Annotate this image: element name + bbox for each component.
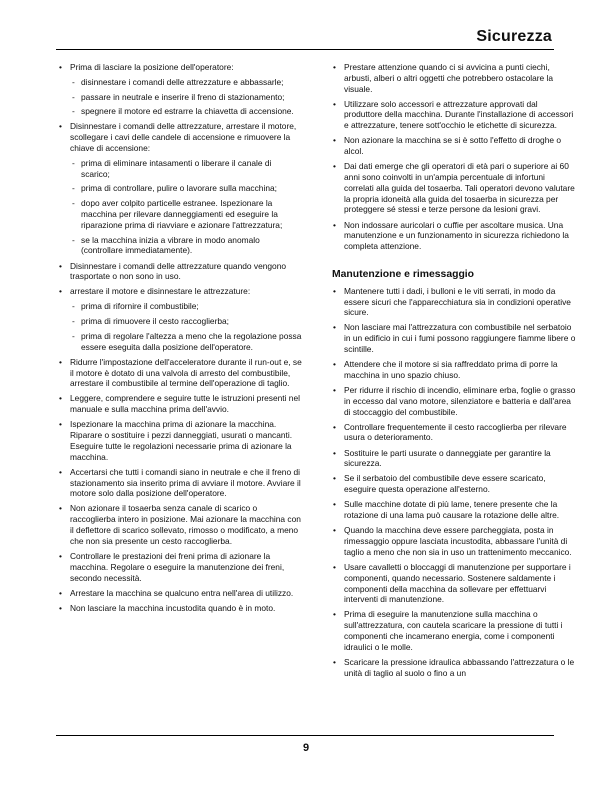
sub-list-item: - disinnestare i comandi delle attrezzature e abbassarle; xyxy=(70,77,302,88)
list-item-text: Non azionare il tosaerba senza canale di scarico o raccoglierba intero in posizione. Mai azionare la macchina con il deflettore di scarico sollevato, rimosso o modificato, a meno che non sia presente un cesto raccoglierba. xyxy=(70,503,301,546)
list-item: • Non azionare la macchina se si è sotto l'effetto di droghe o alcol. xyxy=(332,135,576,157)
list-item-text: Arrestare la macchina se qualcuno entra nell'area di utilizzo. xyxy=(70,587,294,598)
sub-list xyxy=(70,158,302,256)
list-item: • Usare cavalletti o bloccaggi di manutenzione per supportare i componenti, quando necessario. Sostenere saldamente i componenti della macchina da sollevare per effettuarvi interventi di manutenzione. xyxy=(332,562,576,605)
list-item-text: Controllare le prestazioni dei freni prima di azionare la macchina. Regolare o eseguire la manutenzione dei freni, secondo necessità. xyxy=(70,550,285,583)
page-number: 9 xyxy=(302,742,310,754)
list-item: • Quando la macchina deve essere parcheggiata, posta in rimessaggio oppure lasciata incustodita, abbassare l'unità di taglio a meno che non sia in uso un trattenimento meccanico. xyxy=(332,525,576,557)
right-column xyxy=(332,62,576,683)
sub-list-item: - prima di eliminare intasamenti o liberare il canale di scarico; xyxy=(70,158,302,180)
list-item-text: Disinnestare i comandi delle attrezzature, arrestare il motore, scollegare i cavi delle candele di accensione e rimuovere la chiave di accensione: xyxy=(70,121,297,154)
sub-list-item: - prima di regolare l'altezza a meno che la regolazione possa essere eseguita dalla posizione dell'operatore. xyxy=(70,331,302,353)
sub-list-item: - prima di rimuovere il cesto raccoglierba; xyxy=(70,316,302,327)
list-item xyxy=(58,551,302,583)
list-item-text: Ridurre l'impostazione dell'acceleratore durante il run-out e, se il motore è dotato di una valvola di arresto del combustibile, arrestare il combustibile al termine dell'operazione di taglio. xyxy=(70,356,302,389)
section-heading: Manutenzione e rimessaggio xyxy=(332,268,475,280)
list-item: • Dai dati emerge che gli operatori di età pari o superiore ai 60 anni sono coinvolti in un'ampia percentuale di infortuni correlati alla guida del tosaerba. Tali operatori devono valutare la propria idoneità alla guida del tosaerba in sicurezza per proteggere sé stessi e terze persone da lesioni gravi. xyxy=(332,161,576,215)
list-item xyxy=(58,121,302,256)
list-item: • Utilizzare solo accessori e attrezzature approvati dal produttore della macchina. Durante l'installazione di accessori e attrezzature, tenere sott'occhio le etichette di sicurezza. xyxy=(332,99,576,131)
list-item xyxy=(58,588,302,599)
sub-list-item: - passare in neutrale e inserire il freno di stazionamento; xyxy=(70,92,302,103)
list-item: • Prestare attenzione quando ci si avvicina a punti ciechi, arbusti, alberi o altri oggetti che potrebbero ostacolare la visuale. xyxy=(332,62,576,94)
list-item xyxy=(58,62,302,117)
list-item: • Controllare frequentemente il cesto raccoglierba per rilevare usura o deterioramento. xyxy=(332,422,576,444)
list-item: • Non lasciare mai l'attrezzatura con combustibile nel serbatoio in un edificio in cui i fumi possono raggiungere fiamme libere o scintille. xyxy=(332,322,576,354)
sub-list xyxy=(70,77,302,117)
list-item: • Per ridurre il rischio di incendio, eliminare erba, foglie o grasso in eccesso dal vano motore, silenziatore e batteria e dall'area di stoccaggio del combustibile. xyxy=(332,385,576,417)
list-item xyxy=(58,286,302,352)
list-item xyxy=(58,357,302,389)
list-item xyxy=(58,467,302,499)
left-column xyxy=(58,62,302,618)
list-item: • Non indossare auricolari o cuffie per ascoltare musica. Una manutenzione e un funzionamento in sicurezza richiedono la completa attenzione. xyxy=(332,220,576,252)
sub-list-item: - dopo aver colpito particelle estranee. Ispezionare la macchina per rilevare danneggiamenti ed eseguire la riparazione prima di riavviare e azionare l'attrezzatura; xyxy=(70,198,302,230)
list-item xyxy=(58,261,302,283)
list-item: • Se il serbatoio del combustibile deve essere scaricato, eseguire questa operazione all'esterno. xyxy=(332,473,576,495)
list-item: • Sostituire le parti usurate o danneggiate per garantire la sicurezza. xyxy=(332,448,576,470)
list-item: • Mantenere tutti i dadi, i bulloni e le viti serrati, in modo da essere sicuri che l'apparecchiatura sia in condizioni operative sicure. xyxy=(332,286,576,318)
list-item-text: arrestare il motore e disinnestare le attrezzature: xyxy=(70,286,251,297)
list-item xyxy=(58,503,302,546)
page-title: Sicurezza xyxy=(476,28,552,45)
sub-list xyxy=(70,301,302,352)
list-item: • Attendere che il motore si sia raffreddato prima di porre la macchina in uno spazio chiuso. xyxy=(332,359,576,381)
sub-list-item: - prima di rifornire il combustibile; xyxy=(70,301,302,312)
list-item-text: Disinnestare i comandi delle attrezzature quando vengono trasportate o non sono in uso. xyxy=(70,260,287,282)
right-bullet-list-top xyxy=(332,62,576,252)
list-item: • Prima di eseguire la manutenzione sulla macchina o sull'attrezzatura, con cautela scaricare la pressione di tutti i componenti che incamerano energia, come i componenti idraulici o le molle. xyxy=(332,609,576,652)
sub-list-item: - prima di controllare, pulire o lavorare sulla macchina; xyxy=(70,183,302,194)
list-item-text: Accertarsi che tutti i comandi siano in neutrale e che il freno di stazionamento sia inserito prima di avviare il motore. Avviare il motore solo dalla posizione dell'operatore. xyxy=(70,466,301,499)
list-item-text: Non lasciare la macchina incustodita quando è in moto. xyxy=(70,602,276,613)
right-bullet-list-bottom xyxy=(332,286,576,679)
header-rule xyxy=(56,49,554,50)
footer-rule xyxy=(56,735,554,736)
list-item: • Scaricare la pressione idraulica abbassando l'attrezzatura o le unità di taglio al suolo o fino a un xyxy=(332,657,576,679)
list-item xyxy=(58,603,302,614)
list-item: • Sulle macchine dotate di più lame, tenere presente che la rotazione di una lama può causare la rotazione delle altre. xyxy=(332,499,576,521)
list-item xyxy=(58,393,302,415)
list-item-text: Prima di lasciare la posizione dell'operatore: xyxy=(70,62,234,72)
sub-list-item: - spegnere il motore ed estrarre la chiavetta di accensione. xyxy=(70,106,302,117)
list-item-text: Leggere, comprendere e seguire tutte le istruzioni presenti nel manuale e sulla macchina prima dell'avvio. xyxy=(70,393,300,415)
list-item-text: Ispezionare la macchina prima di azionare la macchina. Riparare o sostituire i pezzi danneggiati, usurati o mancanti. Eseguire tutte le regolazioni necessarie prima di azionare la macchina. xyxy=(70,419,293,462)
sub-list-item: - se la macchina inizia a vibrare in modo anomalo (controllare immediatamente). xyxy=(70,235,302,257)
left-bullet-list xyxy=(58,62,302,614)
list-item xyxy=(58,419,302,462)
